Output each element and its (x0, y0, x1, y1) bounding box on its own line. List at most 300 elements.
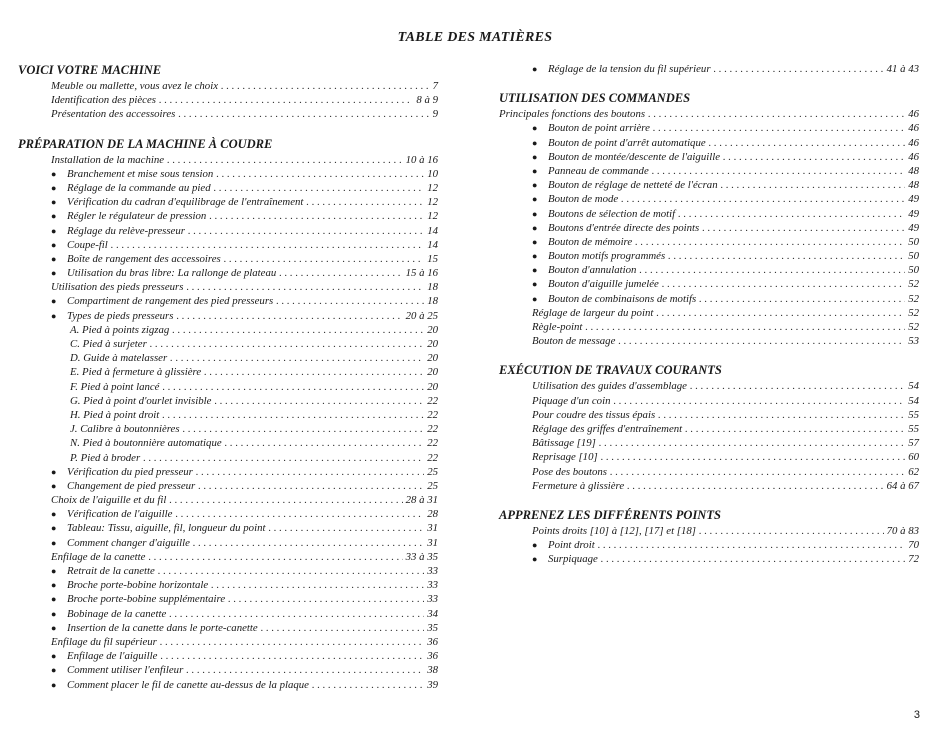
dot-leader (599, 436, 905, 450)
toc-entry[interactable] (18, 209, 438, 223)
toc-entry-page: 38 (427, 664, 438, 677)
toc-entry[interactable] (499, 263, 919, 277)
toc-entry-page: 34 (427, 607, 438, 620)
dot-leader (176, 309, 402, 323)
toc-entry-label: Enfilage de la canette (51, 550, 146, 563)
toc-entry[interactable] (499, 379, 919, 393)
toc-list (499, 62, 919, 76)
section-heading: EXÉCUTION DE TRAVAUX COURANTS (499, 363, 722, 378)
toc-entry-page: 20 (427, 338, 438, 350)
dot-leader (699, 524, 884, 538)
toc-entry[interactable] (18, 578, 438, 592)
dot-leader (214, 394, 424, 408)
toc-entry-page: 33 (427, 565, 438, 577)
toc-entry[interactable] (18, 153, 438, 167)
dot-leader (279, 266, 402, 280)
bullet-icon: ● (532, 554, 538, 565)
toc-entry[interactable] (18, 252, 438, 266)
toc-entry[interactable] (18, 309, 438, 323)
toc-entry-label: Broche porte-bobine supplémentaire (67, 593, 226, 606)
bullet-icon: ● (51, 480, 57, 491)
toc-entry-page: 52 (908, 321, 919, 333)
toc-entry[interactable] (499, 178, 919, 192)
dot-leader (690, 379, 905, 393)
toc-entry[interactable] (18, 678, 438, 692)
toc-section (18, 62, 438, 122)
dot-leader (648, 107, 905, 121)
toc-section (499, 362, 919, 493)
bullet-icon: ● (532, 165, 538, 176)
toc-entry-label: Bouton de combinaisons de motifs (548, 292, 697, 305)
dot-leader (723, 150, 905, 164)
toc-entry-page: 49 (908, 221, 919, 234)
dot-leader (148, 550, 402, 564)
dot-leader (225, 436, 425, 450)
toc-entry-page: 49 (908, 193, 919, 206)
toc-entry-label: Points droits [10] à [12], [17] et [18] (532, 524, 696, 537)
toc-entry-label: Présentation des accessoires (51, 108, 176, 121)
bullet-icon: ● (51, 268, 57, 279)
toc-entry-label: Meuble ou mallette, vous avez le choix (51, 80, 218, 92)
toc-entry-label: Utilisation des pieds presseurs (51, 281, 184, 294)
toc-entry[interactable] (18, 436, 438, 450)
dot-leader (204, 365, 424, 379)
toc-entry-page: 60 (908, 451, 919, 464)
bullet-icon: ● (532, 265, 538, 276)
toc-entry[interactable] (499, 465, 919, 479)
toc-entry[interactable] (499, 306, 919, 320)
toc-entry-label: Règle-point (532, 321, 583, 333)
toc-entry-page: 46 (908, 136, 919, 149)
toc-entry[interactable] (18, 107, 438, 121)
dot-leader (621, 192, 905, 206)
dot-leader (159, 93, 413, 107)
toc-entry-label: Réglage des griffes d'entraînement (532, 422, 683, 435)
dot-leader (160, 635, 424, 649)
toc-entry-label: Branchement et mise sous tension (67, 167, 214, 180)
toc-entry[interactable] (499, 524, 919, 538)
dot-leader (585, 320, 905, 334)
toc-entry-page: 20 (427, 380, 438, 393)
toc-entry-page: 18 (427, 295, 438, 308)
dot-leader (175, 507, 424, 521)
bullet-icon: ● (51, 509, 57, 520)
toc-entry[interactable] (18, 621, 438, 635)
toc-entry-label: Coupe-fil (67, 238, 108, 251)
toc-entry-page: 12 (427, 196, 438, 209)
toc-entry[interactable] (499, 320, 919, 334)
dot-leader (601, 450, 906, 464)
toc-entry[interactable] (18, 663, 438, 677)
dot-leader (261, 621, 425, 635)
toc-entry[interactable] (18, 422, 438, 436)
toc-entry-label: Changement de pied presseur (67, 479, 196, 492)
toc-entry-label: Pose des boutons (532, 465, 607, 478)
toc-entry-page: 22 (427, 451, 438, 464)
toc-entry[interactable] (18, 195, 438, 209)
toc-list (499, 107, 919, 348)
dot-leader (158, 564, 424, 578)
toc-entry-label: Réglage de largeur du point (532, 306, 654, 319)
bullet-icon: ● (51, 239, 57, 250)
bullet-icon: ● (51, 182, 57, 193)
toc-entry-page: 52 (908, 292, 919, 305)
dot-leader (653, 121, 905, 135)
toc-entry-page: 54 (908, 394, 919, 407)
bullet-icon: ● (51, 580, 57, 591)
toc-entry-page: 72 (908, 553, 919, 566)
toc-entry-label: Bouton de mode (548, 193, 619, 206)
bullet-icon: ● (532, 180, 538, 191)
dot-leader (709, 136, 906, 150)
toc-entry[interactable] (18, 507, 438, 521)
toc-entry-label: Bobinage de la canette (67, 607, 167, 620)
dot-leader (162, 380, 424, 394)
toc-entry-label: Surpiquage (548, 553, 598, 566)
dot-leader (618, 334, 905, 348)
dot-leader (268, 521, 424, 535)
toc-entry[interactable] (18, 294, 438, 308)
toc-entry-page: 22 (427, 394, 438, 407)
toc-entry[interactable] (499, 422, 919, 436)
bullet-icon: ● (51, 296, 57, 307)
toc-section (499, 62, 919, 76)
toc-entry[interactable] (18, 592, 438, 606)
bullet-icon: ● (532, 222, 538, 233)
toc-entry[interactable] (18, 181, 438, 195)
toc-entry-label: Bouton de point d'arrêt automatique (548, 136, 706, 149)
toc-entry[interactable] (499, 479, 919, 493)
toc-entry[interactable] (18, 479, 438, 493)
toc-entry-page: 36 (427, 635, 438, 648)
toc-section (18, 136, 438, 692)
dot-leader (169, 493, 402, 507)
dot-leader (613, 394, 905, 408)
dot-leader (685, 422, 905, 436)
toc-entry-page: 9 (432, 108, 438, 121)
dot-leader (656, 306, 905, 320)
dot-leader (627, 479, 883, 493)
dot-leader (162, 408, 424, 422)
toc-entry-page: 49 (908, 207, 919, 220)
toc-entry[interactable] (18, 649, 438, 663)
toc-entry-label: Broche porte-bobine horizontale (67, 579, 209, 592)
toc-entry-label: Piquage d'un coin (532, 394, 611, 407)
dot-leader (228, 592, 424, 606)
toc-entry-label: Bâtissage [19] (532, 437, 596, 450)
dot-leader (306, 195, 424, 209)
section-heading: VOICI VOTRE MACHINE (18, 63, 162, 77)
toc-entry-label: Types de pieds presseurs (67, 309, 174, 322)
dot-leader (658, 408, 905, 422)
toc-entry-label: Pour coudre des tissus épais (532, 408, 656, 421)
dot-leader (598, 538, 906, 552)
toc-entry[interactable] (18, 394, 438, 408)
toc-entry-page: 10 (427, 167, 438, 180)
toc-entry-page: 28 à 31 (405, 494, 438, 507)
toc-entry-page: 12 (427, 181, 438, 194)
toc-entry-page: 33 (427, 593, 438, 606)
toc-entry-label: Réglage de la commande au pied (67, 181, 211, 194)
dot-leader (170, 351, 424, 365)
bullet-icon: ● (532, 194, 538, 205)
bullet-icon: ● (51, 679, 57, 690)
toc-entry-label: Compartiment de rangement des pied presseurs (67, 295, 274, 308)
toc-entry[interactable] (18, 607, 438, 621)
toc-entry-label: Comment utiliser l'enfileur (67, 664, 184, 677)
dot-leader (160, 649, 424, 663)
bullet-icon: ● (532, 251, 538, 262)
toc-entry-label: Fermeture à glissière (532, 479, 625, 492)
toc-entry-page: 31 (427, 522, 438, 535)
toc-entry-page: 20 (427, 323, 438, 336)
dot-leader (196, 465, 424, 479)
dot-leader (186, 280, 424, 294)
toc-entry-page: 35 (427, 621, 438, 634)
toc-entry-page: 22 (427, 408, 438, 421)
toc-entry[interactable] (499, 62, 919, 76)
toc-entry-page: 7 (432, 80, 438, 92)
bullet-icon: ● (51, 310, 57, 321)
dot-leader (601, 552, 905, 566)
bullet-icon: ● (51, 168, 57, 179)
toc-entry-label: Point droit (548, 539, 595, 552)
toc-entry-label: Retrait de la canette (67, 565, 155, 577)
toc-entry-page: 55 (908, 408, 919, 421)
toc-entry[interactable] (18, 365, 438, 379)
toc-entry[interactable] (499, 450, 919, 464)
toc-entry-page: 20 (427, 366, 438, 379)
bullet-icon: ● (532, 279, 538, 290)
toc-entry[interactable] (18, 280, 438, 294)
toc-entry[interactable] (499, 394, 919, 408)
toc-list (499, 524, 919, 567)
toc-entry-page: 46 (908, 150, 919, 163)
page-title: TABLE DES MATIÈRES (397, 30, 553, 45)
toc-entry[interactable] (18, 167, 438, 181)
dot-leader (699, 292, 905, 306)
bullet-icon: ● (532, 64, 538, 74)
toc-entry-page: 62 (908, 465, 919, 478)
toc-entry[interactable] (499, 121, 919, 135)
toc-entry[interactable] (499, 249, 919, 263)
dot-leader (193, 536, 424, 550)
dot-leader (312, 678, 424, 692)
bullet-icon: ● (532, 151, 538, 162)
toc-entry-label: E. Pied à fermeture à glissière (70, 366, 202, 379)
toc-entry[interactable] (499, 408, 919, 422)
toc-entry-label: Bouton de point arrière (548, 122, 650, 135)
dot-leader (678, 207, 905, 221)
toc-entry-page: 46 (908, 122, 919, 135)
page-number: 3 (913, 709, 920, 721)
toc-entry-page: 28 (427, 508, 438, 521)
dot-leader (111, 238, 424, 252)
bullet-icon: ● (532, 123, 538, 134)
bullet-icon: ● (51, 622, 57, 633)
toc-entry-label: Comment placer le fil de canette au-dessus de la plaque (67, 678, 309, 691)
toc-entry-label: Bouton d'annulation (548, 264, 637, 277)
toc-entry-page: 50 (908, 235, 919, 248)
toc-entry[interactable] (18, 337, 438, 351)
dot-leader (216, 167, 424, 181)
toc-entry-page: 15 (427, 252, 438, 265)
toc-entry-label: Reprisage [10] (532, 451, 598, 464)
toc-entry[interactable] (18, 451, 438, 465)
toc-entry-label: Réglage de la tension du fil supérieur (548, 63, 711, 75)
toc-entry[interactable] (18, 224, 438, 238)
toc-entry-page: 54 (908, 380, 919, 393)
toc-entry-page: 33 (427, 579, 438, 592)
toc-entry-page: 50 (908, 264, 919, 277)
toc-entry-page: 10 à 16 (405, 153, 438, 166)
toc-entry[interactable] (18, 564, 438, 578)
dot-leader (167, 153, 403, 167)
dot-leader (639, 263, 905, 277)
toc-entry-page: 31 (427, 536, 438, 549)
section-heading: PRÉPARATION DE LA MACHINE À COUDRE (18, 136, 273, 151)
toc-entry-label: A. Pied à points zigzag (70, 323, 170, 336)
toc-entry[interactable] (499, 436, 919, 450)
toc-entry[interactable] (18, 380, 438, 394)
toc-entry-label: Vérification du cadran d'equilibrage de l'entraînement (67, 196, 304, 209)
toc-entry-label: N. Pied à boutonnière automatique (70, 437, 222, 450)
toc-entry[interactable] (499, 107, 919, 121)
toc-entry[interactable] (18, 79, 438, 93)
dot-leader (221, 79, 430, 93)
dot-leader (198, 479, 424, 493)
toc-entry-label: Vérification de l'aiguille (67, 508, 173, 521)
toc-entry-page: 55 (908, 422, 919, 435)
toc-entry-page: 52 (908, 306, 919, 319)
toc-list (499, 379, 919, 493)
toc-entry-label: C. Pied à surjeter (70, 338, 147, 350)
toc-entry-label: Bouton de message (532, 335, 616, 348)
toc-entry-page: 14 (427, 224, 438, 237)
toc-entry-label: Comment changer d'aiguille (67, 536, 190, 549)
toc-entry[interactable] (499, 164, 919, 178)
dot-leader (276, 294, 424, 308)
toc-entry[interactable] (499, 292, 919, 306)
toc-entry-page: 70 à 83 (886, 524, 919, 537)
dot-leader (610, 465, 905, 479)
bullet-icon: ● (51, 566, 57, 576)
toc-entry[interactable] (499, 235, 919, 249)
toc-entry[interactable] (18, 521, 438, 535)
toc-entry[interactable] (18, 93, 438, 107)
bullet-icon: ● (51, 608, 57, 619)
toc-entry-label: P. Pied à broder (70, 451, 141, 464)
toc-entry-label: Insertion de la canette dans le porte-canette (67, 621, 258, 634)
toc-entry-page: 70 (908, 539, 919, 552)
toc-entry[interactable] (499, 150, 919, 164)
toc-entry-label: Principales fonctions des boutons (499, 108, 646, 121)
toc-entry[interactable] (18, 635, 438, 649)
toc-entry-label: Régler le régulateur de pression (67, 210, 207, 223)
bullet-icon: ● (51, 651, 57, 662)
toc-entry[interactable] (499, 277, 919, 291)
toc-entry-label: Installation de la machine (51, 153, 165, 166)
toc-entry[interactable] (499, 192, 919, 206)
dot-leader (721, 178, 906, 192)
section-heading: APPRENEZ LES DIFFÉRENTS POINTS (499, 507, 721, 522)
toc-right-column (499, 62, 919, 566)
section-heading: UTILISATION DES COMMANDES (499, 91, 691, 106)
toc-entry-page: 25 (427, 465, 438, 478)
toc-entry-page: 12 (427, 210, 438, 223)
toc-entry-page: 48 (908, 164, 919, 177)
toc-entry[interactable] (18, 238, 438, 252)
bullet-icon: ● (51, 225, 57, 236)
toc-entry[interactable] (18, 266, 438, 280)
dot-leader (188, 224, 424, 238)
toc-entry-label: Bouton de mémoire (548, 235, 633, 248)
toc-entry[interactable] (18, 493, 438, 507)
toc-entry-label: Réglage du relève-presseur (67, 224, 185, 237)
toc-entry[interactable] (18, 351, 438, 365)
toc-entry-label: Panneau de commande (548, 164, 649, 177)
toc-entry-page: 8 à 9 (416, 94, 438, 107)
toc-entry[interactable] (18, 323, 438, 337)
toc-list (18, 153, 438, 692)
toc-entry[interactable] (18, 465, 438, 479)
toc-entry-page: 46 (908, 108, 919, 121)
toc-entry-label: Utilisation des guides d'assemblage (532, 380, 687, 393)
toc-entry-page: 22 (427, 437, 438, 450)
toc-entry-page: 41 à 43 (886, 63, 919, 75)
bullet-icon: ● (51, 665, 57, 676)
toc-entry[interactable] (499, 221, 919, 235)
toc-entry[interactable] (18, 408, 438, 422)
toc-entry[interactable] (499, 552, 919, 566)
toc-entry[interactable] (499, 207, 919, 221)
dot-leader (150, 337, 424, 351)
dot-leader (652, 164, 905, 178)
toc-entry[interactable] (499, 334, 919, 348)
toc-entry[interactable] (18, 550, 438, 564)
dot-leader (186, 663, 424, 677)
toc-entry-label: Vérification du pied presseur (67, 465, 193, 478)
toc-list (18, 79, 438, 122)
toc-entry-label: Choix de l'aiguille et du fil (51, 494, 167, 507)
toc-entry[interactable] (18, 536, 438, 550)
toc-entry-label: D. Guide à matelasser (70, 352, 168, 365)
dot-leader (635, 235, 905, 249)
toc-entry-page: 39 (427, 678, 438, 691)
toc-entry-page: 15 à 16 (405, 267, 438, 280)
dot-leader (714, 62, 884, 76)
toc-entry-label: Bouton de montée/descente de l'aiguille (548, 150, 721, 163)
toc-entry-page: 14 (427, 238, 438, 251)
toc-entry-page: 18 (427, 281, 438, 294)
toc-entry[interactable] (499, 136, 919, 150)
bullet-icon: ● (51, 197, 57, 208)
bullet-icon: ● (532, 236, 538, 247)
toc-entry-page: 22 (427, 423, 438, 436)
dot-leader (668, 249, 905, 263)
toc-section (499, 507, 919, 567)
toc-entry-label: Boutons de sélection de motif (548, 207, 676, 220)
toc-entry-label: Boutons d'entrée directe des points (548, 221, 700, 234)
toc-entry-page: 33 à 35 (405, 550, 438, 563)
toc-entry-label: Tableau: Tissu, aiguille, fil, longueur du point (67, 522, 266, 535)
toc-entry-page: 64 à 67 (886, 479, 919, 492)
toc-entry-page: 53 (908, 335, 919, 348)
toc-entry[interactable] (499, 538, 919, 552)
toc-entry-page: 48 (908, 179, 919, 192)
toc-entry-label: F. Pied à point lancé (70, 380, 160, 393)
dot-leader (183, 422, 425, 436)
